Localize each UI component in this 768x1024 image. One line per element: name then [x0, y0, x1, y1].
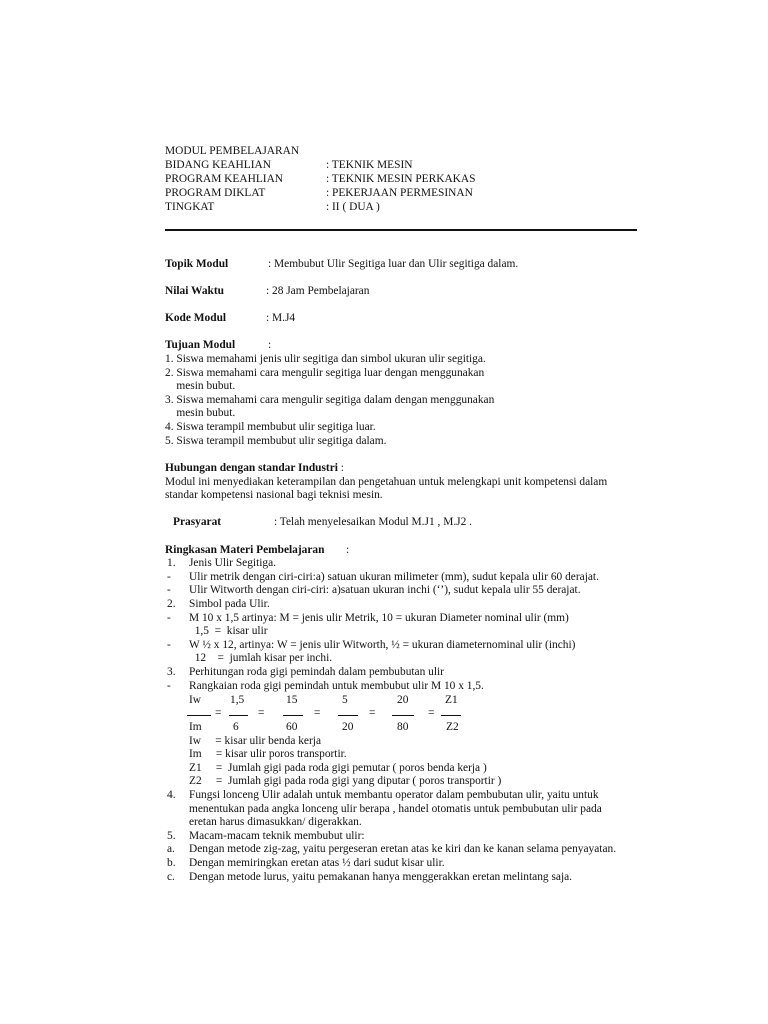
list-item: Rangkaian roda gigi pemindah untuk membubut ulir M 10 x 1,5. — [189, 680, 484, 692]
list-marker: 4. — [167, 789, 176, 801]
list-item: W ½ x 12, artinya: W = jenis ulir Witworth, ½ = ukuran diameternominal ulir (inchi) — [189, 639, 576, 651]
tujuan-line: 4. Siswa terampil membubut ulir segitiga luar. — [165, 421, 376, 433]
list-item: Dengan metode zig-zag, yaitu pergeseran eretan atas ke kiri dan ke kanan selama penyayatan. — [189, 843, 617, 855]
fraction-numerator: Iw — [189, 694, 202, 706]
list-item: Simbol pada Ulir. — [189, 598, 270, 610]
list-marker: 1. — [167, 557, 176, 569]
header-label-program-diklat: PROGRAM DIKLAT — [165, 187, 266, 199]
list-marker: 5. — [167, 830, 176, 842]
list-marker: - — [167, 571, 171, 583]
list-item: 12 = jumlah kisar per inchi. — [189, 652, 333, 664]
list-item: Dengan memiringkan eretan atas ½ dari sudut kisar ulir. — [189, 857, 445, 869]
module-title: MODUL PEMBELAJARAN — [165, 145, 300, 157]
fraction-bar — [441, 715, 461, 716]
header-label-bidang: BIDANG KEAHLIAN — [165, 159, 271, 171]
kode-modul-value: : M.J4 — [266, 312, 296, 324]
prasyarat-label: Prasyarat — [173, 516, 222, 528]
fraction-bar — [229, 715, 248, 716]
tujuan-colon: : — [268, 339, 272, 351]
list-item: Jenis Ulir Segitiga. — [189, 557, 277, 569]
equals-sign: = — [258, 707, 265, 719]
definition-line: Im = kisar ulir poros transportir. — [189, 748, 347, 760]
list-marker: - — [167, 639, 171, 651]
tujuan-line: mesin bubut. — [165, 380, 236, 392]
fraction-denominator: 6 — [233, 721, 239, 733]
fraction-numerator: 15 — [286, 694, 298, 706]
prasyarat-value: : Telah menyelesaikan Modul M.J1 , M.J2 . — [274, 516, 472, 528]
equals-sign: = — [215, 707, 222, 719]
list-item: Ulir metrik dengan ciri-ciri:a) satuan ukuran milimeter (mm), sudut kepala ulir 60 derajat. — [189, 571, 599, 583]
fraction-denominator: Z2 — [446, 721, 459, 733]
list-item: Dengan metode lurus, yaitu pemakanan hanya menggerakkan eretan melintang saja. — [189, 871, 573, 883]
hubungan-line: Modul ini menyediakan keterampilan dan pengetahuan untuk melengkapi unit kompetensi dalam — [165, 476, 608, 488]
header-label-tingkat: TINGKAT — [165, 201, 215, 213]
topik-label: Topik Modul — [165, 258, 229, 270]
fraction-denominator: 20 — [342, 721, 354, 733]
list-item: Fungsi lonceng Ulir adalah untuk membantu operator dalam pembubutan ulir, yaitu untuk — [189, 789, 599, 801]
fraction-bar — [187, 715, 211, 716]
kode-modul-label: Kode Modul — [165, 312, 227, 324]
hubungan-heading: Hubungan dengan standar Industri — [165, 462, 338, 474]
list-marker: 3. — [167, 666, 176, 678]
list-marker: - — [167, 584, 171, 596]
nilai-waktu-value: : 28 Jam Pembelajaran — [266, 285, 370, 297]
equals-sign: = — [428, 707, 435, 719]
hubungan-heading-row — [165, 462, 344, 476]
list-marker: - — [167, 680, 171, 692]
tujuan-line: 1. Siswa memahami jenis ulir segitiga dan simbol ukuran ulir segitiga. — [165, 353, 486, 365]
list-marker: - — [167, 612, 171, 624]
nilai-waktu-label: Nilai Waktu — [165, 285, 224, 297]
fraction-bar — [283, 715, 303, 716]
fraction-denominator: Im — [189, 721, 202, 733]
header-value-bidang: : TEKNIK MESIN — [326, 159, 413, 171]
fraction-denominator: 60 — [286, 721, 298, 733]
list-marker: a. — [167, 843, 175, 855]
list-marker: b. — [167, 857, 176, 869]
tujuan-line: 3. Siswa memahami cara mengulir segitiga dalam dengan menggunakan — [165, 394, 495, 406]
list-item: Ulir Witworth dengan ciri-ciri: a)satuan ukuran inchi (‘’), sudut kepala ulir 55 derajat. — [189, 584, 581, 596]
equals-sign: = — [369, 707, 376, 719]
hubungan-colon: : — [337, 462, 344, 474]
list-item: M 10 x 1,5 artinya: M = jenis ulir Metrik, 10 = ukuran Diameter nominal ulir (mm) — [189, 612, 569, 624]
fraction-numerator: 1,5 — [230, 694, 245, 706]
list-marker: c. — [167, 871, 175, 883]
fraction-numerator: 20 — [397, 694, 409, 706]
list-item: eretan harus dimasukkan/ digerakkan. — [189, 816, 362, 828]
tujuan-line: 2. Siswa memahami cara mengulir segitiga luar dengan menggunakan — [165, 367, 485, 379]
fraction-numerator: 5 — [342, 694, 348, 706]
ringkasan-colon: : — [346, 544, 350, 556]
list-item: Perhitungan roda gigi pemindah dalam pembubutan ulir — [189, 666, 444, 678]
header-label-program-keahlian: PROGRAM KEAHLIAN — [165, 173, 284, 185]
fraction-bar — [338, 715, 358, 716]
header-value-program-keahlian: : TEKNIK MESIN PERKAKAS — [326, 173, 476, 185]
definition-line: Iw = kisar ulir benda kerja — [189, 735, 321, 747]
topik-value: : Membubut Ulir Segitiga luar dan Ulir segitiga dalam. — [268, 258, 519, 270]
header-divider — [165, 229, 637, 231]
definition-line: Z2 = Jumlah gigi pada roda gigi yang diputar ( poros transportir ) — [189, 775, 502, 787]
fraction-denominator: 80 — [397, 721, 409, 733]
list-item: 1,5 = kisar ulir — [189, 625, 268, 637]
fraction-bar — [392, 715, 414, 716]
header-value-program-diklat: : PEKERJAAN PERMESINAN — [326, 187, 473, 199]
tujuan-line: mesin bubut. — [165, 407, 236, 419]
header-value-tingkat: : II ( DUA ) — [326, 201, 380, 213]
ringkasan-heading: Ringkasan Materi Pembelajaran — [165, 544, 325, 556]
definition-line: Z1 = Jumlah gigi pada roda gigi pemutar ( poros benda kerja ) — [189, 762, 487, 774]
list-marker: 2. — [167, 598, 176, 610]
fraction-numerator: Z1 — [445, 694, 458, 706]
hubungan-line: standar kompetensi nasional bagi teknisi mesin. — [165, 489, 383, 501]
equals-sign: = — [314, 707, 321, 719]
list-item: Macam-macam teknik membubut ulir: — [189, 830, 365, 842]
tujuan-line: 5. Siswa terampil membubut ulir segitiga dalam. — [165, 435, 387, 447]
list-item: menentukan pada angka lonceng ulir berapa , handel otomatis untuk pembubutan ulir pada — [189, 803, 602, 815]
tujuan-heading: Tujuan Modul — [165, 339, 236, 351]
